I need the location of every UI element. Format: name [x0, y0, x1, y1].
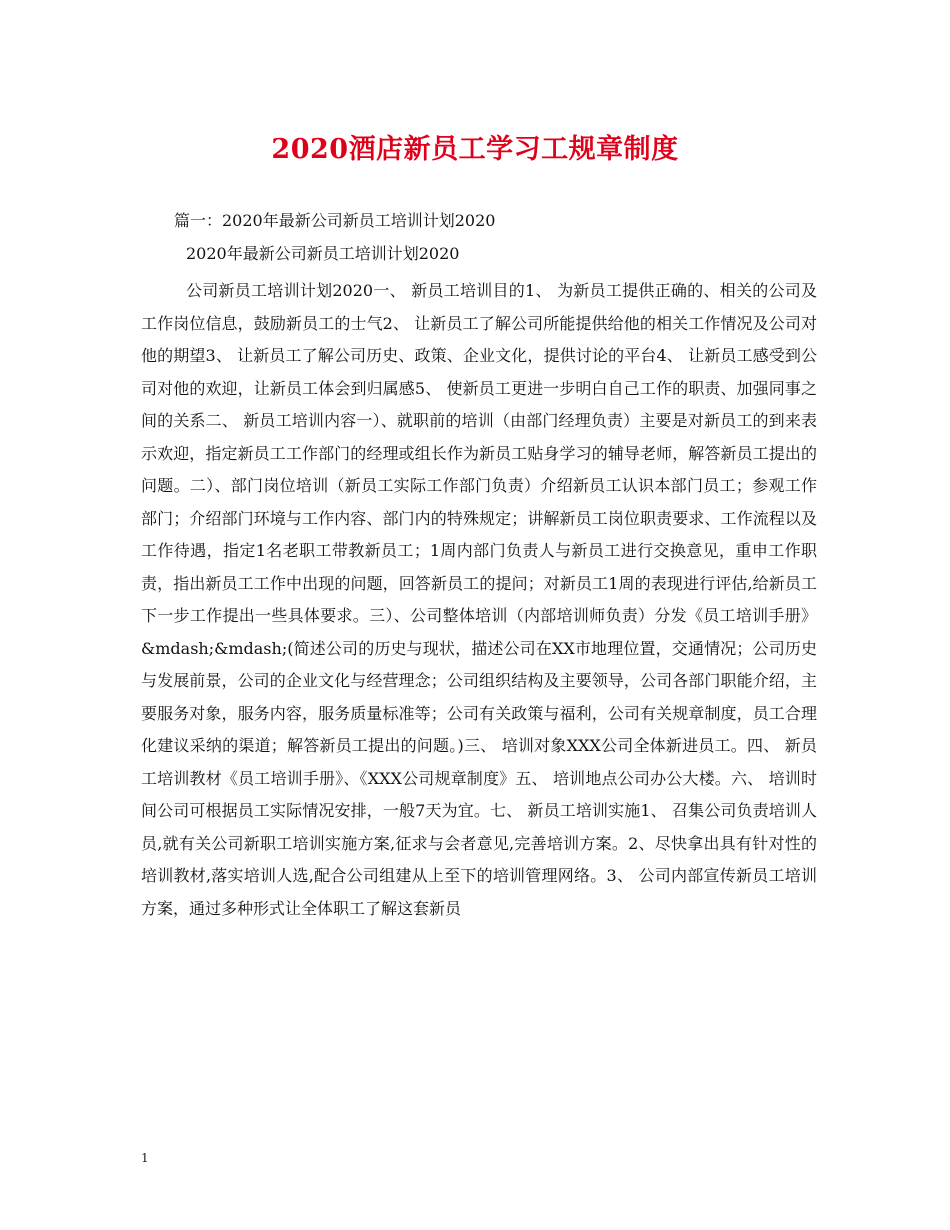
document-title: 2020酒店新员工学习工规章制度 [271, 134, 679, 165]
section-subheading: 2020年最新公司新员工培训计划2020 [186, 244, 460, 263]
page-number: 1 [141, 1151, 149, 1165]
section-heading: 篇一：2020年最新公司新员工培训计划2020 [174, 211, 496, 230]
body-paragraph: 公司新员工培训计划2020一、 新员工培训目的1、 为新员工提供正确的、相关的公司及工作岗位信息，鼓励新员工的士气2、 让新员工了解公司所能提供给他的相关工作情况及公司对他的期望3、 让新员工了解公司历史、政策、企业文化，提供讨论的平台4、 让新员工感受到公司对他的欢迎，让新员工体会到归属感5、 使新员工更进一步明白自己工作的职责、加强同事之间的关系二、 新员工培训内容一）、就职前的培训（由部门经理负责）主要是对新员工的到来表示欢迎，指定新员工工作部门的经理或组长作为新员工贴身学习的辅导老师，解答新员工提出的问题。二）、部门岗位培训（新员工实际工作部门负责）介绍新员工认识本部门员工；参观工作部门；介绍部门环境与工作内容、部门内的特殊规定；讲解新员工岗位职责要求、工作流程以及工作待遇，指定1名老职工带教新员工；1周内部门负责人与新员工进行交换意见，重申工作职责，指出新员工工作中出现的问题，回答新员工的提问；对新员工1周的表现进行评估,给新员工下一步工作提出一些具体要求。三）、公司整体培训（内部培训师负责）分发《员工培训手册》&mdash;&mdash;(简述公司的历史与现状，描述公司在XX市地理位置，交通情况；公司历史与发展前景，公司的企业文化与经营理念；公司组织结构及主要领导，公司各部门职能介绍，主要服务对象，服务内容，服务质量标准等；公司有关政策与福利，公司有关规章制度，员工合理化建议采纳的渠道；解答新员工提出的问题。)三、 培训对象XXX公司全体新进员工。四、 新员工培训教材《员工培训手册》、《XXX公司规章制度》五、 培训地点公司办公大楼。六、 培训时间公司可根据员工实际情况安排，一般7天为宜。七、 新员工培训实施1、 召集公司负责培训人员,就有关公司新职工培训实施方案,征求与会者意见,完善培训方案。2、尽快拿出具有针对性的培训教材,落实培训人选,配合公司组建从上至下的培训管理网络。3、 公司内部宣传新员工培训方案，通过多种形式让全体职工了解这套新员 [141, 281, 817, 918]
